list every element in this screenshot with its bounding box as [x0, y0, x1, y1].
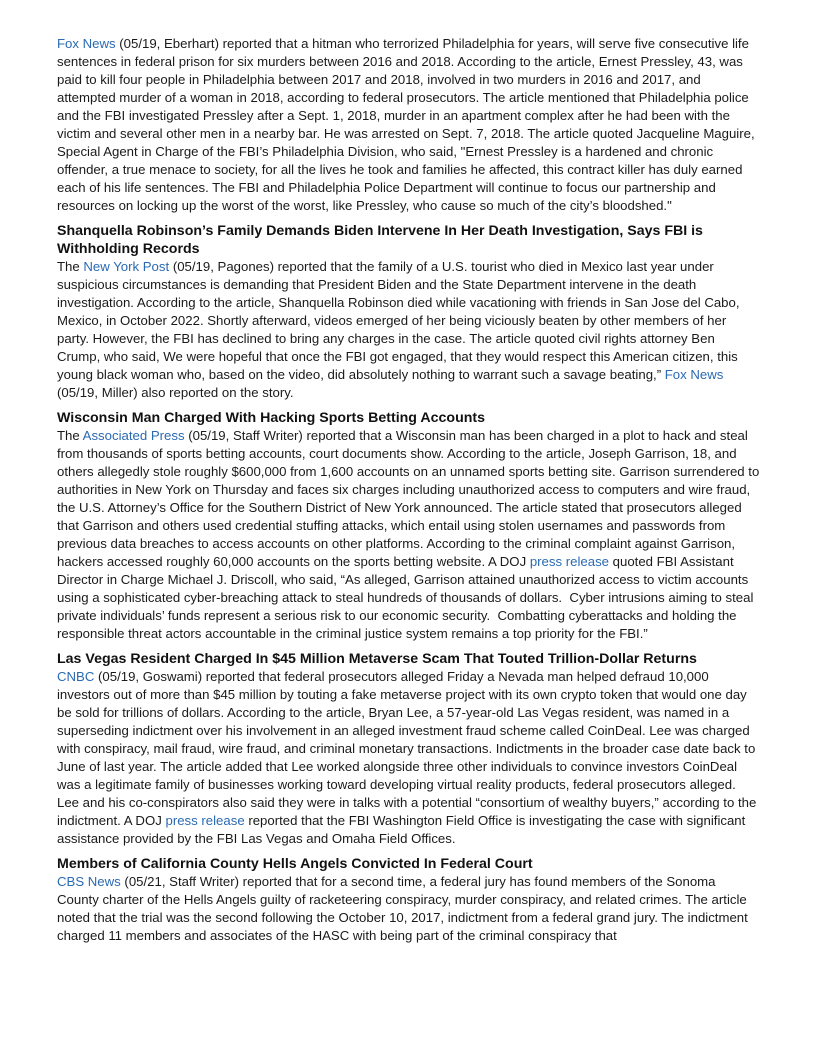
article-headline: Las Vegas Resident Charged In $45 Million Metaverse Scam That Touted Trillion-Dollar Returns [57, 651, 697, 667]
press-release-link[interactable]: press release [165, 813, 245, 828]
source-link[interactable]: CNBC [57, 669, 95, 684]
article-body [57, 258, 760, 402]
article-shanquella-robinson [57, 222, 760, 402]
article-headline: Wisconsin Man Charged With Hacking Sports Betting Accounts [57, 410, 486, 426]
source-link[interactable]: New York Post [83, 259, 170, 274]
article-philadelphia-hitman [57, 35, 760, 215]
source-link[interactable]: Fox News [57, 36, 116, 51]
press-release-link[interactable]: press release [529, 554, 609, 569]
article-hells-angels [57, 855, 760, 945]
body-text: The [57, 259, 84, 274]
body-text: (05/21, Staff Writer) reported that for a second time, a federal jury has found members of the Sonoma County charter of the Hells Angels guilty of racketeering conspiracy, murder conspiracy, and related crimes. The article noted that the trial was the second following the October 10, 2017, indictment from a federal grand jury. The indictment charged 11 members and associates of the HASC with being part of the criminal conspiracy that [57, 874, 748, 943]
source-link[interactable]: Associated Press [82, 428, 185, 443]
body-text: (05/19, Miller) also reported on the story. [57, 385, 294, 400]
body-text: (05/19, Pagones) reported that the family of a U.S. tourist who died in Mexico last year under suspicious circumstances is demanding that President Biden and the State Department intervene in the death investigation. According to the article, Shanquella Robinson died while vacationing with friends in San Jose del Cabo, Mexico, in October 2022. Shortly afterward, videos emerged of her being viciously beaten by other members of her party. However, the FBI has declined to bring any charges in the case. The article quoted civil rights attorney Ben Crump, who said, We were hopeful that once the FBI got engaged, that they would respect this American citizen, this young black woman who, based on the video, did absolutely nothing to warrant such a savage beating,” [57, 259, 740, 382]
article-body [57, 873, 760, 945]
article-body [57, 668, 760, 848]
article-headline: Members of California County Hells Angels Convicted In Federal Court [57, 856, 533, 872]
body-text: (05/19, Goswami) reported that federal prosecutors alleged Friday a Nevada man helped defraud 10,000 investors out of more than $45 million by touting a fake metaverse project with its own crypto token that would one day be sold for trillions of dollars. According to the article, Bryan Lee, a 57-year-old Las Vegas resident, was named in a superseding indictment over his involvement in an alleged investment fraud scheme called CoinDeal. Lee was charged with conspiracy, mail fraud, wire fraud, and criminal monetary transactions. Indictments in the broader case date back to June of last year. The article added that Lee worked alongside three other individuals to convince investors CoinDeal was a legitimate family of businesses working toward developing virtual reality products, federal prosecutors alleged. Lee and his co-conspirators also said they were in talks with a potential “consortium of wealthy buyers,” according to the indictment. A DOJ [57, 669, 757, 828]
article-body [57, 35, 760, 215]
body-text: (05/19, Staff Writer) reported that a Wisconsin man has been charged in a plot to hack and steal from thousands of sports betting accounts, court documents show. According to the article, Joseph Garrison, 18, and others allegedly stole roughly $600,000 from 1,600 accounts on an unnamed sports betting site. Garrison surrendered to authorities in New York on Thursday and faces six charges including unauthorized access to computers and wire fraud, the U.S. Attorney’s Office for the Southern District of New York announced. The article stated that prosecutors alleged that Garrison and others used credential stuffing attacks, which entail using stolen usernames and passwords from previous data breaches to access accounts on other platforms. According to the criminal complaint against Garrison, hackers accessed roughly 60,000 accounts on the sports betting website. A DOJ [57, 428, 760, 569]
article-metaverse-scam [57, 650, 760, 848]
article-headline: Shanquella Robinson’s Family Demands Biden Intervene In Her Death Investigation, Says FBI is Withholding Records [57, 223, 703, 257]
source-link[interactable]: CBS News [57, 874, 121, 889]
source-link[interactable]: Fox News [664, 367, 724, 382]
article-body [57, 427, 760, 643]
body-text: The [57, 428, 83, 443]
body-text: reported that the FBI Washington Field Office is investigating the case with significant assistance provided by the FBI Las Vegas and Omaha Field Offices. [57, 813, 746, 846]
body-text: (05/19, Eberhart) reported that a hitman who terrorized Philadelphia for years, will serve five consecutive life sentences in federal prison for six murders between 2016 and 2018. According to the article, Ernest Pressley, 43, was paid to kill four people in Philadelphia between 2017 and 2018, involved in two murders in 2016 and 2017, and attempted murder of a woman in 2018, according to federal prosecutors. The article mentioned that Philadelphia police and the FBI investigated Pressley after a Sept. 1, 2018, murder in an apartment complex after he had been with the victim and several other men in a nearby bar. He was arrested on Sept. 7, 2018. The article quoted Jacqueline Maguire, Special Agent in Charge of the FBI’s Philadelphia Division, who said, "Ernest Pressley is a hardened and chronic offender, a true menace to society, for all the lives he took and families he affected, this contract killer has duly earned each of his life sentences. The FBI and Philadelphia Police Department will continue to focus our partnership and resources on locking up the worst of the worst, like Pressley, who cause so much of the city’s bloodshed." [57, 36, 755, 213]
article-wisconsin-hacking [57, 409, 760, 643]
body-text: quoted FBI Assistant Director in Charge Michael J. Driscoll, who said, “As alleged, Garrison attained unauthorized access to victim accounts using a sophisticated cyber-breaching attack to steal hundreds of thousands of dollars. Cyber intrusions aiming to steal private individuals’ funds represent a serious risk to our economic security. Combatting cyberattacks and holding the responsible threat actors accountable in the criminal justice system remains a top priority for the FBI.” [57, 554, 754, 641]
